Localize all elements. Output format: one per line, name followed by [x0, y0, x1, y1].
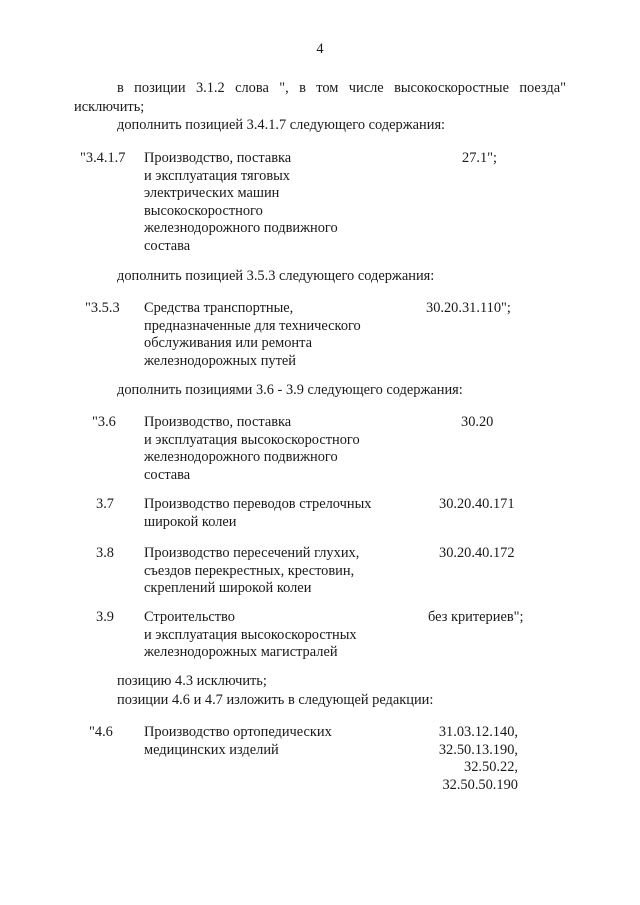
- item-code-39: 3.9: [96, 609, 114, 625]
- description-line: состава: [144, 237, 191, 254]
- item-okved-37: 30.20.40.171: [439, 496, 515, 512]
- item-description-39: [144, 609, 357, 662]
- paragraph-line: в позиции 3.1.2 слова ", в том числе высокоскоростные поезда": [117, 80, 566, 96]
- item-description-37: [144, 496, 371, 531]
- description-line: высокоскоростного: [144, 202, 263, 219]
- okved-line: 32.50.22,: [464, 759, 518, 776]
- item-description-353: [144, 300, 361, 370]
- description-line: Производство ортопедических: [144, 724, 332, 740]
- description-line: Средства транспортные,: [144, 300, 294, 316]
- paragraph-add-3417: дополнить позицией 3.4.1.7 следующего содержания:: [117, 117, 446, 133]
- description-line: состава: [144, 466, 191, 483]
- description-line: съездов перекрестных, крестовин,: [144, 562, 355, 579]
- description-line: Строительство: [144, 609, 235, 625]
- item-code-36: "3.6: [92, 414, 116, 430]
- item-description-3417: [144, 150, 338, 256]
- paragraph-exclude-43: позицию 4.3 исключить;: [117, 673, 267, 689]
- description-line: медицинских изделий: [144, 741, 279, 758]
- description-line: и эксплуатация высокоскоростных: [144, 626, 357, 643]
- description-line: электрических машин: [144, 185, 280, 202]
- paragraph-add-353: дополнить позицией 3.5.3 следующего содержания:: [117, 268, 435, 284]
- paragraph-revise-46-47: позиции 4.6 и 4.7 изложить в следующей редакции:: [117, 692, 434, 708]
- description-line: Производство, поставка: [144, 150, 292, 166]
- paragraph-add-36-39: дополнить позициями 3.6 - 3.9 следующего содержания:: [117, 382, 463, 398]
- item-code-38: 3.8: [96, 545, 114, 561]
- okved-line: 32.50.13.190,: [438, 741, 518, 758]
- item-code-353: "3.5.3: [85, 300, 120, 316]
- description-line: и эксплуатация высокоскоростного: [144, 431, 360, 448]
- description-line: скреплений широкой колеи: [144, 580, 312, 597]
- description-line: железнодорожных магистралей: [144, 644, 338, 661]
- paragraph-line: исключить;: [74, 99, 145, 115]
- description-line: и эксплуатация тяговых: [144, 167, 290, 184]
- item-okved-39: без критериев";: [428, 609, 524, 625]
- description-line: предназначенные для технического: [144, 317, 361, 334]
- item-code-37: 3.7: [96, 496, 114, 512]
- description-line: железнодорожного подвижного: [144, 449, 338, 466]
- item-code-46: "4.6: [89, 724, 113, 740]
- item-code-3417: "3.4.1.7: [80, 150, 126, 166]
- description-line: обслуживания или ремонта: [144, 335, 312, 352]
- okved-line: 32.50.50.190: [442, 776, 518, 793]
- item-okved-3417: 27.1";: [462, 150, 498, 166]
- item-description-46: [144, 724, 332, 759]
- okved-line: 31.03.12.140,: [438, 724, 518, 740]
- item-okved-46: [400, 724, 518, 794]
- page-number: 4: [316, 41, 324, 57]
- item-okved-353: 30.20.31.110";: [426, 300, 511, 316]
- description-line: Производство переводов стрелочных: [144, 496, 372, 512]
- description-line: железнодорожного подвижного: [144, 220, 338, 237]
- item-description-38: [144, 545, 359, 598]
- item-okved-38: 30.20.40.172: [439, 545, 515, 561]
- item-okved-36: 30.20: [461, 414, 494, 430]
- paragraph-exclude-high-speed-trains: [74, 80, 566, 98]
- description-line: широкой колеи: [144, 513, 237, 530]
- item-description-36: [144, 414, 360, 484]
- description-line: Производство, поставка: [144, 414, 292, 430]
- description-line: железнодорожных путей: [144, 352, 296, 369]
- description-line: Производство пересечений глухих,: [144, 545, 360, 561]
